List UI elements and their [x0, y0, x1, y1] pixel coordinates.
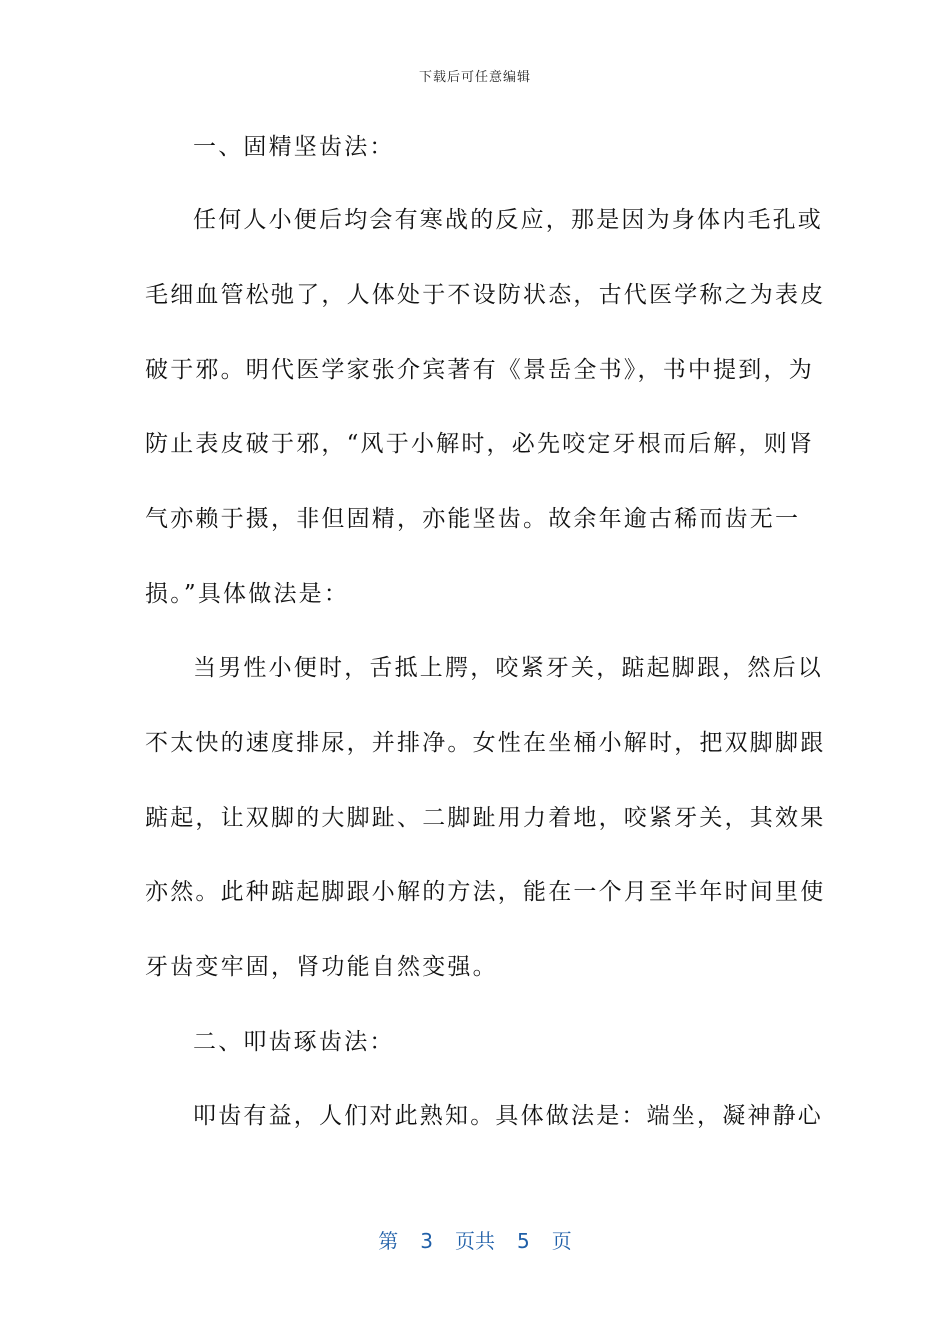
- paragraph-line: 踮起，让双脚的大脚趾、二脚趾用力着地，咬紧牙关，其效果: [145, 805, 826, 831]
- paragraph-line: 叩齿有益，人们对此熟知。具体做法是：端坐，凝神静心: [193, 1103, 823, 1129]
- section-heading-2: 二、叩齿琢齿法：: [193, 1029, 395, 1055]
- paragraph-line: 当男性小便时，舌抵上腭，咬紧牙关，踮起脚跟，然后以: [193, 655, 823, 681]
- page-footer: [0, 1225, 950, 1254]
- page-suffix: 页: [551, 1229, 572, 1253]
- paragraph-line: 任何人小便后均会有寒战的反应，那是因为身体内毛孔或: [193, 207, 823, 233]
- paragraph-line: 牙齿变牢固，肾功能自然变强。: [145, 954, 498, 980]
- paragraph-line: 损。”具体做法是：: [145, 581, 350, 607]
- page-total: 5: [517, 1229, 530, 1253]
- paragraph-line: 防止表皮破于邪，“风于小解时，必先咬定牙根而后解，则肾: [145, 431, 815, 457]
- page-mid: 页共: [455, 1229, 495, 1253]
- page-prefix: 第: [378, 1229, 399, 1253]
- page-header-note: 下载后可任意编辑: [418, 70, 531, 85]
- page-number: 3: [420, 1229, 433, 1253]
- paragraph-line: 破于邪。明代医学家张介宾著有《景岳全书》，书中提到，为: [145, 357, 814, 383]
- paragraph-line: 亦然。此种踮起脚跟小解的方法，能在一个月至半年时间里使: [145, 879, 826, 905]
- paragraph-line: 不太快的速度排尿，并排净。女性在坐桶小解时，把双脚脚跟: [145, 730, 826, 756]
- section-heading-1: 一、固精坚齿法：: [193, 134, 395, 160]
- paragraph-line: 毛细血管松弛了，人体处于不设防状态，古代医学称之为表皮: [145, 282, 826, 308]
- paragraph-line: 气亦赖于摄，非但固精，亦能坚齿。故余年逾古稀而齿无一: [145, 506, 801, 532]
